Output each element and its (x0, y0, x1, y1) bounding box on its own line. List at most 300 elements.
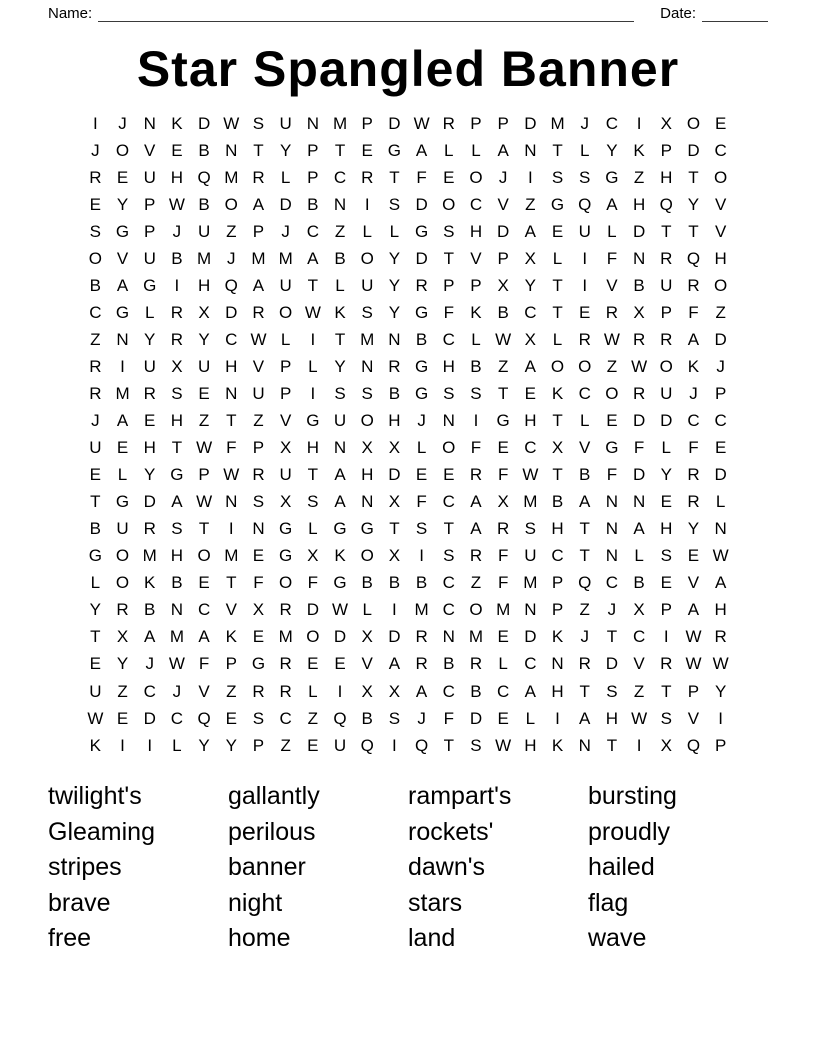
grid-letter: B (551, 492, 564, 512)
grid-letter: C (442, 600, 455, 620)
grid-letter: A (714, 573, 727, 593)
grid-letter: L (498, 654, 508, 674)
grid-letter: L (552, 248, 563, 268)
grid-letter: F (497, 465, 509, 485)
grid-letter: D (197, 113, 211, 133)
word-item: rampart's (408, 782, 512, 810)
grid-letter: L (362, 221, 372, 241)
grid-letter: O (442, 194, 456, 214)
grid-letter: Q (414, 735, 429, 755)
grid-letter: N (524, 600, 537, 620)
grid-letter: I (392, 600, 397, 620)
grid-letter: P (279, 356, 292, 376)
grid-letter: R (252, 302, 265, 322)
grid-letter: R (143, 383, 156, 403)
grid-letter: Q (686, 735, 701, 755)
grid-letter: O (360, 248, 374, 268)
grid-letter: O (550, 356, 565, 376)
grid-letter: I (147, 735, 153, 755)
grid-letter: H (170, 167, 184, 187)
grid-letter: O (469, 600, 483, 620)
grid-letter: K (687, 356, 700, 376)
grid-letter: H (714, 600, 727, 620)
grid-letter: H (225, 356, 238, 376)
grid-letter: R (89, 356, 102, 376)
grid-letter: L (90, 573, 101, 593)
grid-letter: Y (524, 275, 537, 295)
grid-letter: A (334, 465, 346, 485)
grid-letter: J (607, 600, 617, 620)
grid-letter: S (443, 383, 455, 403)
grid-letter: T (688, 167, 699, 187)
grid-letter: T (171, 438, 183, 458)
word-item: Gleaming (48, 817, 155, 846)
grid-letter: E (497, 627, 509, 647)
grid-letter: F (470, 438, 482, 458)
grid-letter: L (661, 438, 672, 458)
grid-letter: I (337, 681, 343, 701)
grid-letter: F (497, 573, 509, 593)
grid-letter: Z (280, 735, 291, 755)
grid-letter: N (252, 519, 265, 539)
grid-letter: Q (224, 275, 238, 295)
grid-letter: L (308, 356, 318, 376)
grid-letter: D (143, 492, 156, 512)
grid-letter: D (225, 302, 238, 322)
grid-letter: L (525, 708, 536, 728)
grid-letter: H (306, 438, 319, 458)
grid-letter: K (551, 735, 564, 755)
grid-letter: V (279, 411, 292, 431)
grid-letter: U (116, 519, 129, 539)
grid-letter: M (360, 329, 375, 349)
grid-letter: X (279, 438, 292, 458)
grid-letter: V (144, 140, 156, 160)
grid-letter: A (307, 248, 319, 268)
grid-letter: W (603, 329, 620, 349)
grid-letter: R (415, 627, 428, 647)
grid-letter: U (524, 546, 537, 566)
grid-letter: W (332, 600, 349, 620)
word-list (48, 779, 768, 957)
grid-letter: Y (334, 356, 346, 376)
grid-letter: V (606, 275, 618, 295)
grid-letter: U (333, 735, 347, 755)
grid-letter: D (497, 221, 510, 241)
grid-letter: Z (253, 411, 264, 431)
grid-letter: R (279, 654, 292, 674)
grid-letter: H (170, 411, 184, 431)
grid-letter: D (279, 194, 292, 214)
grid-letter: Y (89, 600, 102, 620)
grid-letter: P (144, 194, 156, 214)
grid-letter: S (524, 519, 537, 539)
grid-letter: G (170, 465, 184, 485)
grid-letter: M (142, 546, 157, 566)
grid-letter: I (555, 708, 560, 728)
grid-letter: L (362, 600, 372, 620)
grid-letter: V (497, 194, 509, 214)
grid-letter: R (252, 465, 265, 485)
grid-letter: T (90, 627, 101, 647)
grid-letter: I (663, 627, 669, 647)
word-list-column (228, 779, 408, 957)
grid-letter: X (361, 627, 373, 647)
word-item: banner (228, 853, 306, 881)
grid-letter: D (388, 113, 401, 133)
grid-letter: R (415, 275, 428, 295)
grid-letter: T (389, 519, 400, 539)
grid-letter: W (223, 465, 240, 485)
grid-letter: V (361, 654, 373, 674)
grid-letter: I (419, 546, 424, 566)
grid-letter: G (251, 654, 266, 674)
grid-letter: R (578, 654, 591, 674)
grid-letter: U (333, 411, 347, 431)
grid-letter: X (388, 681, 401, 701)
grid-letter: B (633, 275, 645, 295)
grid-letter: A (171, 492, 183, 512)
grid-letter: F (416, 167, 427, 187)
grid-letter: T (226, 573, 237, 593)
grid-letter: T (552, 465, 563, 485)
grid-letter: C (578, 383, 591, 403)
grid-letter: C (279, 708, 292, 728)
grid-letter: M (169, 627, 184, 647)
grid-letter: W (522, 465, 539, 485)
grid-letter: U (279, 465, 292, 485)
grid-letter: T (552, 275, 563, 295)
grid-letter: U (143, 248, 156, 268)
grid-letter: N (225, 492, 238, 512)
grid-letter: U (89, 438, 102, 458)
grid-letter: H (660, 167, 673, 187)
grid-letter: Z (226, 681, 237, 701)
grid-letter: S (334, 383, 346, 403)
grid-letter: Z (117, 681, 128, 701)
grid-letter: C (605, 573, 619, 593)
grid-letter: Y (198, 329, 210, 349)
grid-letter: S (171, 383, 183, 403)
grid-letter: C (143, 681, 156, 701)
grid-letter: W (196, 438, 213, 458)
grid-letter: C (632, 627, 646, 647)
grid-letter: J (91, 140, 100, 160)
grid-letter: T (307, 465, 319, 485)
grid-letter: C (89, 302, 102, 322)
grid-letter: A (524, 356, 537, 376)
grid-letter: M (197, 248, 212, 268)
grid-letter: I (582, 248, 588, 268)
grid-letter: C (714, 140, 727, 160)
grid-letter: D (605, 654, 619, 674)
grid-letter: Y (388, 248, 401, 268)
grid-letter: Q (578, 194, 592, 214)
grid-letter: T (307, 275, 319, 295)
grid-letter: A (633, 519, 645, 539)
grid-letter: T (334, 140, 346, 160)
grid-letter: I (92, 113, 98, 133)
grid-letter: M (523, 492, 538, 512)
grid-letter: S (551, 167, 564, 187)
grid-letter: A (606, 194, 618, 214)
grid-letter: J (172, 681, 182, 701)
grid-letter: X (551, 438, 564, 458)
grid-letter: Z (606, 356, 618, 376)
grid-letter: J (417, 708, 426, 728)
grid-letter: B (361, 708, 373, 728)
grid-letter: C (469, 194, 483, 214)
grid-letter: L (634, 546, 644, 566)
grid-letter: M (332, 113, 348, 133)
grid-letter: R (116, 600, 129, 620)
grid-letter: L (607, 221, 617, 241)
grid-letter: U (361, 275, 374, 295)
grid-letter: Q (197, 167, 211, 187)
grid-letter: E (497, 438, 509, 458)
grid-letter: J (417, 411, 426, 431)
grid-letter: L (715, 492, 726, 512)
grid-letter: R (279, 681, 292, 701)
word-list-column (408, 779, 588, 957)
grid-letter: R (89, 383, 102, 403)
grid-letter: P (252, 735, 265, 755)
grid-letter: V (633, 654, 645, 674)
grid-letter: M (468, 627, 484, 647)
grid-letter: S (171, 519, 183, 539)
grid-letter: X (116, 627, 129, 647)
grid-letter: R (442, 113, 455, 133)
grid-letter: X (633, 600, 645, 620)
grid-letter: V (687, 708, 700, 728)
grid-letter: E (415, 465, 428, 485)
grid-letter: P (144, 221, 156, 241)
grid-letter: W (712, 654, 729, 674)
grid-letter: K (144, 573, 156, 593)
grid-letter: S (470, 383, 482, 403)
grid-letter: E (89, 194, 102, 214)
grid-letter: I (636, 735, 642, 755)
grid-letter: Z (525, 194, 536, 214)
grid-letter: N (116, 329, 129, 349)
grid-letter: A (470, 492, 482, 512)
grid-letter: L (471, 329, 481, 349)
grid-letter: H (442, 356, 455, 376)
grid-letter: T (443, 519, 454, 539)
grid-letter: H (524, 411, 537, 431)
word-search-grid (82, 110, 735, 759)
grid-letter: A (579, 708, 591, 728)
grid-letter: A (116, 411, 129, 431)
grid-letter: R (687, 492, 700, 512)
grid-letter: G (333, 573, 347, 593)
grid-letter: B (144, 600, 156, 620)
grid-letter: X (198, 302, 210, 322)
grid-letter: C (333, 167, 347, 187)
grid-letter: B (470, 356, 482, 376)
grid-letter: X (497, 275, 509, 295)
grid-letter: C (524, 654, 537, 674)
grid-letter: X (252, 600, 265, 620)
grid-letter: P (252, 438, 265, 458)
grid-letter: C (524, 438, 537, 458)
grid-letter: Y (606, 140, 618, 160)
grid-letter: V (116, 248, 129, 268)
grid-letter: O (714, 167, 728, 187)
grid-letter: E (171, 140, 183, 160)
grid-letter: R (714, 627, 727, 647)
grid-letter: P (443, 275, 455, 295)
grid-letter: U (143, 356, 156, 376)
grid-letter: Y (687, 519, 700, 539)
grid-letter: E (524, 383, 537, 403)
grid-letter: C (442, 492, 455, 512)
grid-letter: P (252, 221, 265, 241)
grid-letter: X (307, 546, 319, 566)
grid-letter: R (660, 248, 673, 268)
grid-letter: K (171, 113, 183, 133)
grid-letter: S (606, 681, 618, 701)
grid-letter: G (605, 167, 619, 187)
name-fill-in-line (98, 6, 634, 22)
grid-letter: D (687, 140, 700, 160)
grid-letter: L (172, 735, 182, 755)
grid-letter: R (252, 681, 265, 701)
grid-letter: Y (144, 465, 156, 485)
grid-letter: W (413, 113, 430, 133)
grid-letter: D (632, 221, 646, 241)
grid-letter: A (252, 194, 265, 214)
grid-letter: P (307, 167, 319, 187)
grid-letter: S (361, 383, 373, 403)
grid-letter: C (197, 600, 211, 620)
grid-letter: T (198, 519, 210, 539)
grid-letter: N (333, 438, 347, 458)
grid-letter: J (145, 654, 154, 674)
grid-letter: E (307, 654, 319, 674)
grid-letter: F (633, 438, 645, 458)
grid-letter: U (660, 275, 673, 295)
grid-letter: N (388, 329, 401, 349)
grid-letter: N (605, 546, 619, 566)
grid-letter: Z (90, 329, 101, 349)
grid-letter: R (578, 329, 591, 349)
grid-letter: N (333, 194, 347, 214)
grid-letter: A (116, 275, 129, 295)
grid-letter: S (361, 302, 373, 322)
grid-letter: M (224, 167, 239, 187)
grid-letter: D (388, 465, 401, 485)
grid-letter: J (91, 411, 100, 431)
grid-letter: K (633, 140, 645, 160)
grid-letter: R (279, 600, 292, 620)
grid-letter: K (334, 302, 346, 322)
grid-letter: D (415, 194, 428, 214)
grid-letter: X (361, 681, 373, 701)
grid-letter: R (170, 329, 184, 349)
grid-letter: E (116, 438, 129, 458)
grid-letter: U (143, 167, 156, 187)
grid-letter: A (524, 221, 537, 241)
grid-letter: A (524, 681, 537, 701)
grid-letter: R (632, 329, 646, 349)
grid-letter: O (115, 573, 130, 593)
grid-letter: E (497, 708, 509, 728)
grid-letter: B (388, 383, 401, 403)
grid-letter: X (497, 492, 509, 512)
grid-letter: S (252, 113, 265, 133)
grid-letter: Y (388, 302, 401, 322)
grid-letter: Q (333, 708, 347, 728)
grid-letter: S (415, 519, 428, 539)
grid-letter: Y (225, 735, 237, 755)
grid-letter: R (687, 465, 700, 485)
grid-letter: E (714, 438, 727, 458)
word-item: home (228, 924, 291, 952)
grid-letter: P (497, 248, 509, 268)
grid-letter: Y (144, 329, 156, 349)
grid-letter: R (605, 302, 619, 322)
grid-letter: F (416, 492, 427, 512)
grid-letter: C (442, 329, 455, 349)
grid-letter: Z (470, 573, 482, 593)
grid-letter: P (225, 654, 237, 674)
grid-letter: G (279, 546, 293, 566)
grid-letter: N (442, 627, 455, 647)
grid-letter: T (90, 492, 101, 512)
grid-letter: S (252, 708, 265, 728)
grid-letter: B (497, 302, 509, 322)
grid-letter: B (443, 654, 455, 674)
grid-letter: I (392, 735, 397, 755)
grid-letter: C (442, 573, 455, 593)
grid-letter: D (632, 411, 646, 431)
grid-letter: L (389, 221, 400, 241)
word-item: stars (408, 888, 463, 917)
grid-letter: P (660, 600, 672, 620)
grid-letter: B (171, 248, 183, 268)
grid-letter: W (631, 708, 648, 728)
grid-letter: V (714, 221, 727, 241)
grid-letter: E (225, 708, 237, 728)
grid-letter: A (687, 329, 700, 349)
grid-letter: V (470, 248, 482, 268)
grid-letter: O (88, 248, 102, 268)
grid-letter: P (361, 113, 373, 133)
grid-letter: D (714, 329, 727, 349)
grid-letter: A (470, 519, 482, 539)
grid-letter: Z (633, 167, 645, 187)
grid-letter: E (198, 383, 210, 403)
grid-letter: M (115, 383, 130, 403)
grid-letter: G (496, 411, 510, 431)
grid-letter: Q (360, 735, 374, 755)
grid-letter: U (578, 221, 591, 241)
grid-letter: L (444, 140, 454, 160)
grid-letter: K (334, 546, 346, 566)
grid-letter: R (170, 302, 184, 322)
grid-letter: R (469, 546, 483, 566)
grid-letter: X (524, 248, 537, 268)
grid-letter: A (497, 140, 509, 160)
grid-letter: S (660, 546, 672, 566)
grid-letter: J (118, 113, 127, 133)
grid-letter: Z (307, 708, 319, 728)
word-item: bursting (588, 782, 677, 810)
grid-letter: G (115, 221, 130, 241)
grid-letter: D (388, 627, 401, 647)
word-item: flag (588, 888, 629, 917)
